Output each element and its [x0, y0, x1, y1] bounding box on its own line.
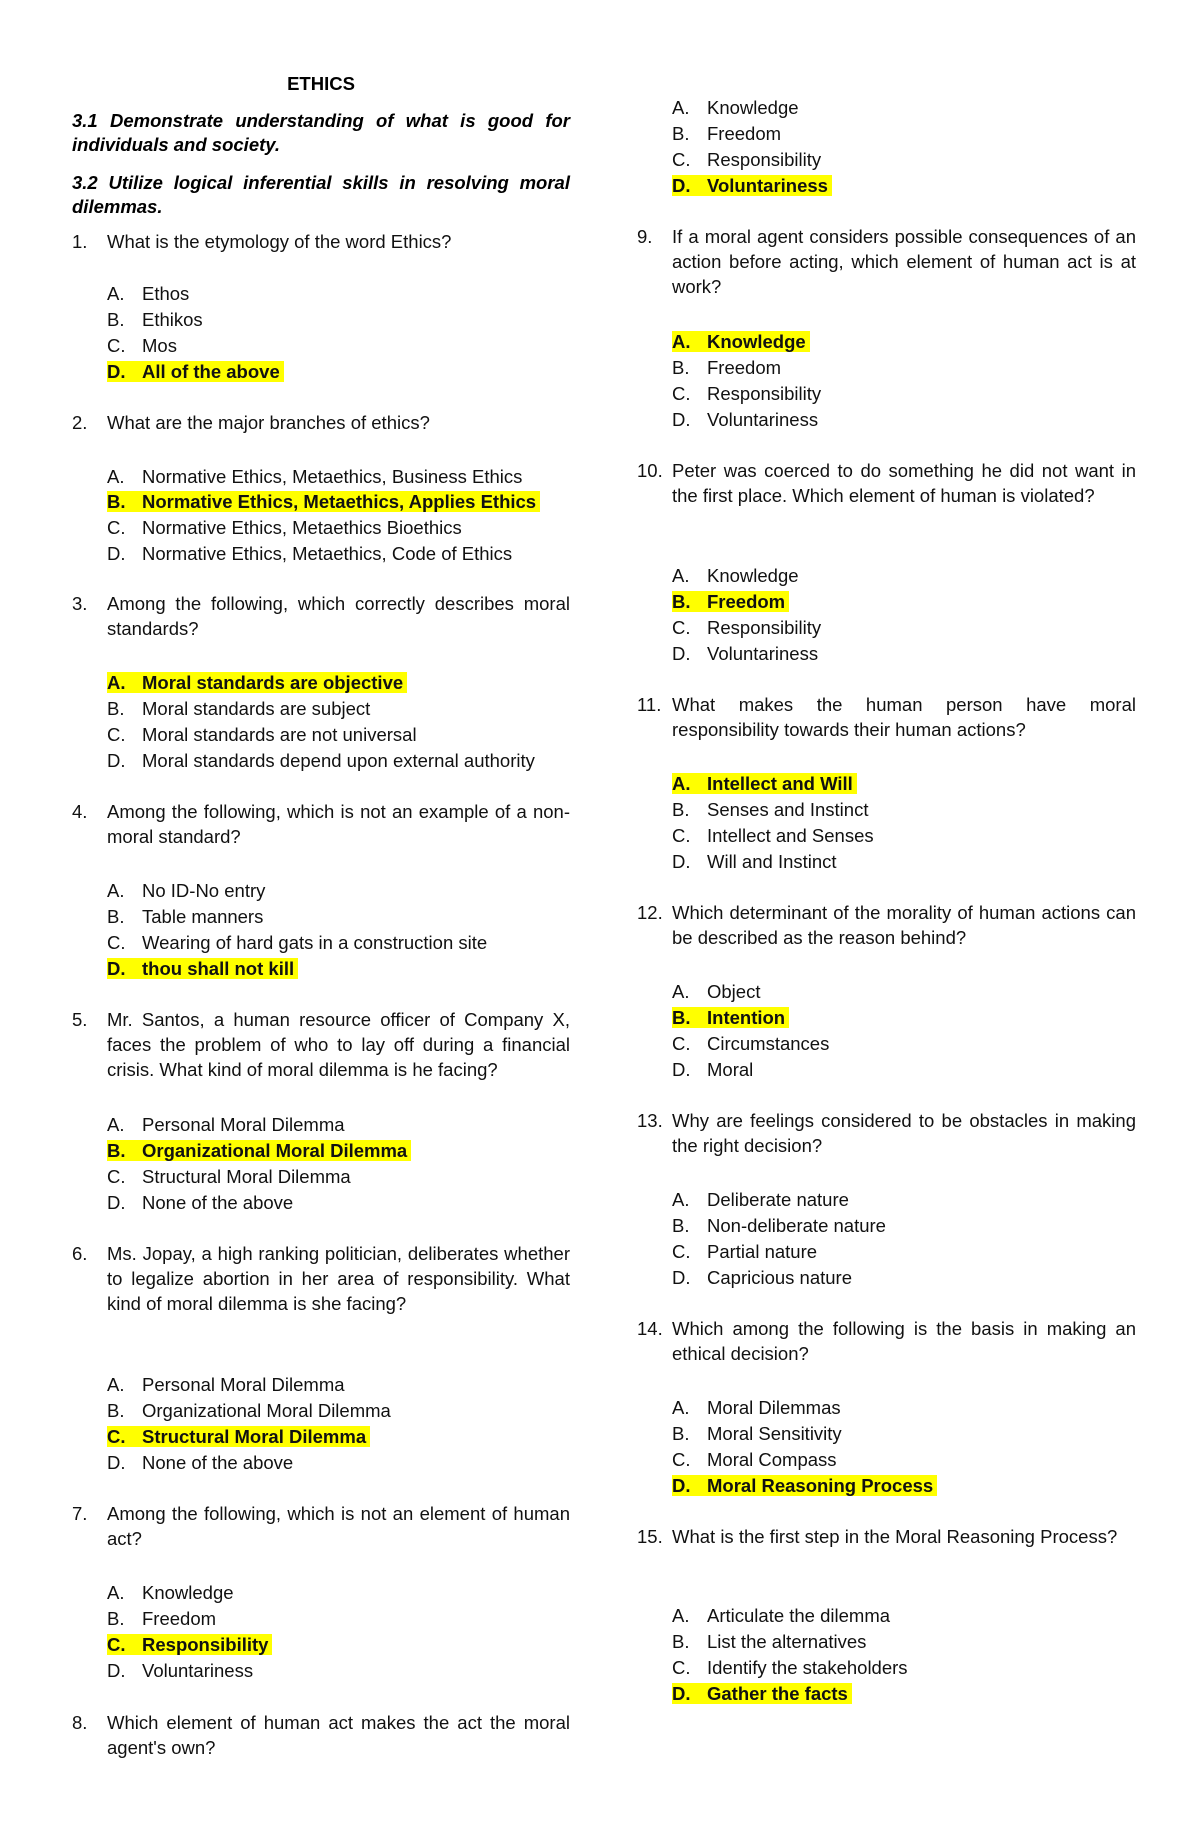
- option-letter: B.: [107, 1140, 126, 1161]
- question-11-option-a-answer: [672, 771, 857, 796]
- question-3-option-d: [107, 748, 535, 773]
- question-12-option-a: [672, 979, 760, 1004]
- question-5-option-b-answer: [107, 1138, 411, 1163]
- question-text: Why are feelings considered to be obstacles in making the right decision?: [672, 1110, 1136, 1156]
- option-text: All of the above: [142, 361, 280, 382]
- question-7-option-a: [107, 1580, 234, 1605]
- option-letter: C.: [107, 1166, 126, 1187]
- question-number: 13.: [637, 1110, 663, 1131]
- option-letter: C.: [107, 517, 126, 538]
- question-9-option-a-answer: [672, 329, 810, 354]
- option-letter: D.: [107, 958, 126, 979]
- question-4-option-c: [107, 930, 487, 955]
- question-number: 4.: [72, 801, 88, 822]
- option-text: Wearing of hard gats in a construction site: [142, 932, 488, 953]
- option-letter: A.: [672, 97, 690, 118]
- option-text: Circumstances: [707, 1033, 830, 1054]
- question-6-option-d: [107, 1450, 293, 1475]
- option-letter: B.: [107, 698, 125, 719]
- option-text: Moral Sensitivity: [707, 1423, 842, 1444]
- question-number: 10.: [637, 460, 663, 481]
- question-text: Among the following, which is not an example of a non-moral standard?: [107, 801, 570, 847]
- question-10-option-d: [672, 641, 818, 666]
- option-letter: A.: [672, 331, 691, 352]
- option-letter: A.: [107, 283, 125, 304]
- option-text: Intention: [707, 1007, 786, 1028]
- option-text: None of the above: [142, 1192, 294, 1213]
- option-letter: A.: [107, 1374, 125, 1395]
- option-text: Deliberate nature: [707, 1189, 849, 1210]
- option-letter: D.: [672, 175, 691, 196]
- option-letter: D.: [672, 409, 691, 430]
- question-8: [72, 1710, 570, 1760]
- option-text: Organizational Moral Dilemma: [142, 1140, 408, 1161]
- option-text: Table manners: [142, 906, 264, 927]
- question-text: What is the etymology of the word Ethics?: [107, 231, 452, 252]
- option-text: Ethos: [142, 283, 190, 304]
- option-letter: D.: [672, 1059, 691, 1080]
- option-letter: A.: [107, 466, 125, 487]
- question-5-option-a: [107, 1112, 345, 1137]
- question-1-option-d-answer: [107, 359, 284, 384]
- option-text: Voluntariness: [707, 409, 819, 430]
- option-text: Responsibility: [707, 383, 822, 404]
- option-letter: D.: [107, 1192, 126, 1213]
- question-text: Which determinant of the morality of human actions can be described as the reason behind?: [672, 902, 1136, 948]
- question-2-option-b-answer: [107, 489, 540, 514]
- question-number: 8.: [72, 1712, 88, 1733]
- question-1-option-c: [107, 333, 177, 358]
- question-12: [637, 900, 1136, 950]
- question-text: Mr. Santos, a human resource officer of Company X, faces the problem of who to lay off during a financial crisis. What kind of moral dilemma is he facing?: [107, 1009, 570, 1080]
- option-text: List the alternatives: [707, 1631, 867, 1652]
- question-14: [637, 1316, 1136, 1366]
- option-text: Personal Moral Dilemma: [142, 1374, 345, 1395]
- question-15-option-b: [672, 1629, 866, 1654]
- option-text: Responsibility: [142, 1634, 269, 1655]
- option-text: Voluntariness: [707, 643, 819, 664]
- question-6-option-b: [107, 1398, 391, 1423]
- question-8-option-a: [672, 95, 799, 120]
- option-letter: C.: [107, 1634, 126, 1655]
- option-letter: B.: [672, 1631, 690, 1652]
- question-10-option-a: [672, 563, 799, 588]
- option-text: Intellect and Will: [707, 773, 853, 794]
- question-12-option-b-answer: [672, 1005, 789, 1030]
- option-letter: B.: [672, 799, 690, 820]
- option-text: Knowledge: [707, 565, 799, 586]
- option-text: Normative Ethics, Metaethics, Business Ethics: [142, 466, 523, 487]
- option-letter: C.: [672, 1033, 691, 1054]
- option-letter: D.: [107, 361, 126, 382]
- option-letter: B.: [672, 1215, 690, 1236]
- option-text: Non-deliberate nature: [707, 1215, 886, 1236]
- option-text: Knowledge: [142, 1582, 234, 1603]
- option-letter: D.: [672, 1267, 691, 1288]
- question-text: Which element of human act makes the act the moral agent's own?: [107, 1712, 570, 1758]
- option-text: Freedom: [707, 357, 782, 378]
- option-letter: D.: [672, 643, 691, 664]
- option-letter: C.: [672, 383, 691, 404]
- question-1-option-b: [107, 307, 203, 332]
- question-9-option-d: [672, 407, 818, 432]
- option-text: Moral standards are not universal: [142, 724, 417, 745]
- question-14-option-b: [672, 1421, 842, 1446]
- question-2: [72, 410, 570, 435]
- option-letter: C.: [672, 825, 691, 846]
- option-text: Structural Moral Dilemma: [142, 1166, 351, 1187]
- option-text: Moral standards are objective: [142, 672, 404, 693]
- option-letter: B.: [107, 906, 125, 927]
- question-text: Peter was coerced to do something he did not want in the first place. Which element of human is violated?: [672, 460, 1136, 506]
- option-text: Freedom: [707, 591, 786, 612]
- question-3-option-b: [107, 696, 370, 721]
- option-text: Structural Moral Dilemma: [142, 1426, 367, 1447]
- option-letter: B.: [107, 491, 126, 512]
- option-letter: B.: [672, 123, 690, 144]
- question-2-option-d: [107, 541, 512, 566]
- option-letter: B.: [107, 1608, 125, 1629]
- question-11-option-d: [672, 849, 837, 874]
- option-text: Moral standards are subject: [142, 698, 371, 719]
- option-letter: A.: [672, 981, 690, 1002]
- question-number: 7.: [72, 1503, 88, 1524]
- option-text: Object: [707, 981, 761, 1002]
- option-letter: B.: [672, 1007, 691, 1028]
- question-number: 1.: [72, 231, 88, 252]
- question-text: What makes the human person have moral responsibility towards their human actions?: [672, 694, 1136, 740]
- option-text: None of the above: [142, 1452, 294, 1473]
- option-letter: D.: [107, 1660, 126, 1681]
- option-text: Partial nature: [707, 1241, 818, 1262]
- option-text: Identify the stakeholders: [707, 1657, 908, 1678]
- question-text: What is the first step in the Moral Reasoning Process?: [672, 1526, 1118, 1547]
- question-1: [72, 229, 570, 254]
- question-13: [637, 1108, 1136, 1158]
- option-letter: B.: [107, 1400, 125, 1421]
- question-15: [637, 1524, 1136, 1549]
- option-text: Knowledge: [707, 97, 799, 118]
- option-letter: C.: [672, 1657, 691, 1678]
- option-letter: B.: [672, 357, 690, 378]
- question-12-option-c: [672, 1031, 829, 1056]
- question-7-option-b: [107, 1606, 216, 1631]
- question-15-option-d-answer: [672, 1681, 852, 1706]
- question-2-option-c: [107, 515, 462, 540]
- option-letter: A.: [107, 1114, 125, 1135]
- question-6-option-c-answer: [107, 1424, 370, 1449]
- option-text: Personal Moral Dilemma: [142, 1114, 345, 1135]
- question-number: 9.: [637, 226, 653, 247]
- option-letter: C.: [107, 932, 126, 953]
- option-letter: A.: [107, 1582, 125, 1603]
- option-text: No ID-No entry: [142, 880, 266, 901]
- question-10-option-b-answer: [672, 589, 789, 614]
- option-text: Moral Reasoning Process: [707, 1475, 934, 1496]
- option-text: Capricious nature: [707, 1267, 852, 1288]
- option-letter: B.: [672, 1423, 690, 1444]
- option-text: Moral Dilemmas: [707, 1397, 841, 1418]
- question-text: If a moral agent considers possible consequences of an action before acting, which element of human act is at work?: [672, 226, 1136, 297]
- question-8-option-d-answer: [672, 173, 832, 198]
- option-text: Responsibility: [707, 617, 822, 638]
- question-number: 3.: [72, 593, 88, 614]
- option-letter: D.: [672, 1475, 691, 1496]
- question-number: 15.: [637, 1526, 663, 1547]
- option-text: Moral standards depend upon external authority: [142, 750, 535, 771]
- option-letter: D.: [107, 1452, 126, 1473]
- question-number: 5.: [72, 1009, 88, 1030]
- question-number: 6.: [72, 1243, 88, 1264]
- question-14-option-d-answer: [672, 1473, 937, 1498]
- option-letter: A.: [672, 1605, 690, 1626]
- question-4: [72, 799, 570, 849]
- question-text: Which among the following is the basis in making an ethical decision?: [672, 1318, 1136, 1364]
- question-13-option-b: [672, 1213, 886, 1238]
- question-7-option-c-answer: [107, 1632, 272, 1657]
- question-13-option-c: [672, 1239, 817, 1264]
- option-letter: C.: [107, 335, 126, 356]
- question-5: [72, 1007, 570, 1082]
- question-text: Among the following, which is not an element of human act?: [107, 1503, 570, 1549]
- question-number: 2.: [72, 412, 88, 433]
- question-5-option-c: [107, 1164, 351, 1189]
- option-letter: C.: [672, 1241, 691, 1262]
- option-letter: A.: [672, 773, 691, 794]
- question-text: Among the following, which correctly describes moral standards?: [107, 593, 570, 639]
- question-number: 12.: [637, 902, 663, 923]
- option-letter: D.: [107, 750, 126, 771]
- option-text: Gather the facts: [707, 1683, 848, 1704]
- option-text: Voluntariness: [707, 175, 828, 196]
- option-letter: A.: [672, 1189, 690, 1210]
- question-number: 11.: [637, 694, 662, 715]
- question-1-option-a: [107, 281, 189, 306]
- option-text: Intellect and Senses: [707, 825, 874, 846]
- option-letter: C.: [672, 617, 691, 638]
- question-9-option-b: [672, 355, 781, 380]
- question-number: 14.: [637, 1318, 663, 1339]
- question-text: Ms. Jopay, a high ranking politician, deliberates whether to legalize abortion in her area of responsibility. What kind of moral dilemma is she facing?: [107, 1243, 570, 1314]
- question-11-option-c: [672, 823, 874, 848]
- option-text: Moral Compass: [707, 1449, 837, 1470]
- option-letter: A.: [672, 565, 690, 586]
- question-15-option-c: [672, 1655, 908, 1680]
- question-4-option-a: [107, 878, 265, 903]
- option-letter: D.: [107, 543, 126, 564]
- option-text: Responsibility: [707, 149, 822, 170]
- option-letter: A.: [107, 672, 126, 693]
- option-letter: C.: [107, 724, 126, 745]
- question-7-option-d: [107, 1658, 253, 1683]
- option-letter: D.: [672, 851, 691, 872]
- question-4-option-d-answer: [107, 956, 298, 981]
- option-text: Normative Ethics, Metaethics, Applies Ethics: [142, 491, 537, 512]
- question-3-option-a-answer: [107, 670, 407, 695]
- option-text: Articulate the dilemma: [707, 1605, 891, 1626]
- question-12-option-d: [672, 1057, 753, 1082]
- question-15-option-a: [672, 1603, 890, 1628]
- option-text: Will and Instinct: [707, 851, 837, 872]
- option-letter: B.: [107, 309, 125, 330]
- option-letter: C.: [672, 149, 691, 170]
- option-text: Organizational Moral Dilemma: [142, 1400, 391, 1421]
- option-letter: A.: [672, 1397, 690, 1418]
- question-14-option-a: [672, 1395, 841, 1420]
- question-9: [637, 224, 1136, 299]
- question-9-option-c: [672, 381, 821, 406]
- option-text: Normative Ethics, Metaethics Bioethics: [142, 517, 462, 538]
- question-8-option-b: [672, 121, 781, 146]
- objective-2: 3.2 Utilize logical inferential skills in resolving moral dilemmas.: [72, 172, 570, 217]
- question-6: [72, 1241, 570, 1316]
- question-11-option-b: [672, 797, 868, 822]
- option-text: Moral: [707, 1059, 754, 1080]
- question-10: [637, 458, 1136, 508]
- question-10-option-c: [672, 615, 821, 640]
- document-title: ETHICS: [287, 73, 355, 94]
- question-6-option-a: [107, 1372, 345, 1397]
- objective-1: 3.1 Demonstrate understanding of what is good for individuals and society.: [72, 110, 570, 155]
- option-letter: A.: [107, 880, 125, 901]
- question-7: [72, 1501, 570, 1551]
- option-text: Ethikos: [142, 309, 203, 330]
- question-3: [72, 591, 570, 641]
- option-letter: D.: [672, 1683, 691, 1704]
- question-13-option-d: [672, 1265, 852, 1290]
- question-4-option-b: [107, 904, 263, 929]
- question-2-option-a: [107, 464, 522, 489]
- option-text: Voluntariness: [142, 1660, 254, 1681]
- question-8-option-c: [672, 147, 821, 172]
- question-3-option-c: [107, 722, 417, 747]
- option-text: Freedom: [707, 123, 782, 144]
- option-letter: C.: [107, 1426, 126, 1447]
- option-letter: B.: [672, 591, 691, 612]
- question-text: What are the major branches of ethics?: [107, 412, 430, 433]
- option-text: Freedom: [142, 1608, 217, 1629]
- question-5-option-d: [107, 1190, 293, 1215]
- option-letter: C.: [672, 1449, 691, 1470]
- question-14-option-c: [672, 1447, 837, 1472]
- option-text: Knowledge: [707, 331, 806, 352]
- option-text: thou shall not kill: [142, 958, 295, 979]
- question-11: [637, 692, 1136, 742]
- option-text: Mos: [142, 335, 177, 356]
- option-text: Normative Ethics, Metaethics, Code of Ethics: [142, 543, 513, 564]
- option-text: Senses and Instinct: [707, 799, 869, 820]
- question-13-option-a: [672, 1187, 849, 1212]
